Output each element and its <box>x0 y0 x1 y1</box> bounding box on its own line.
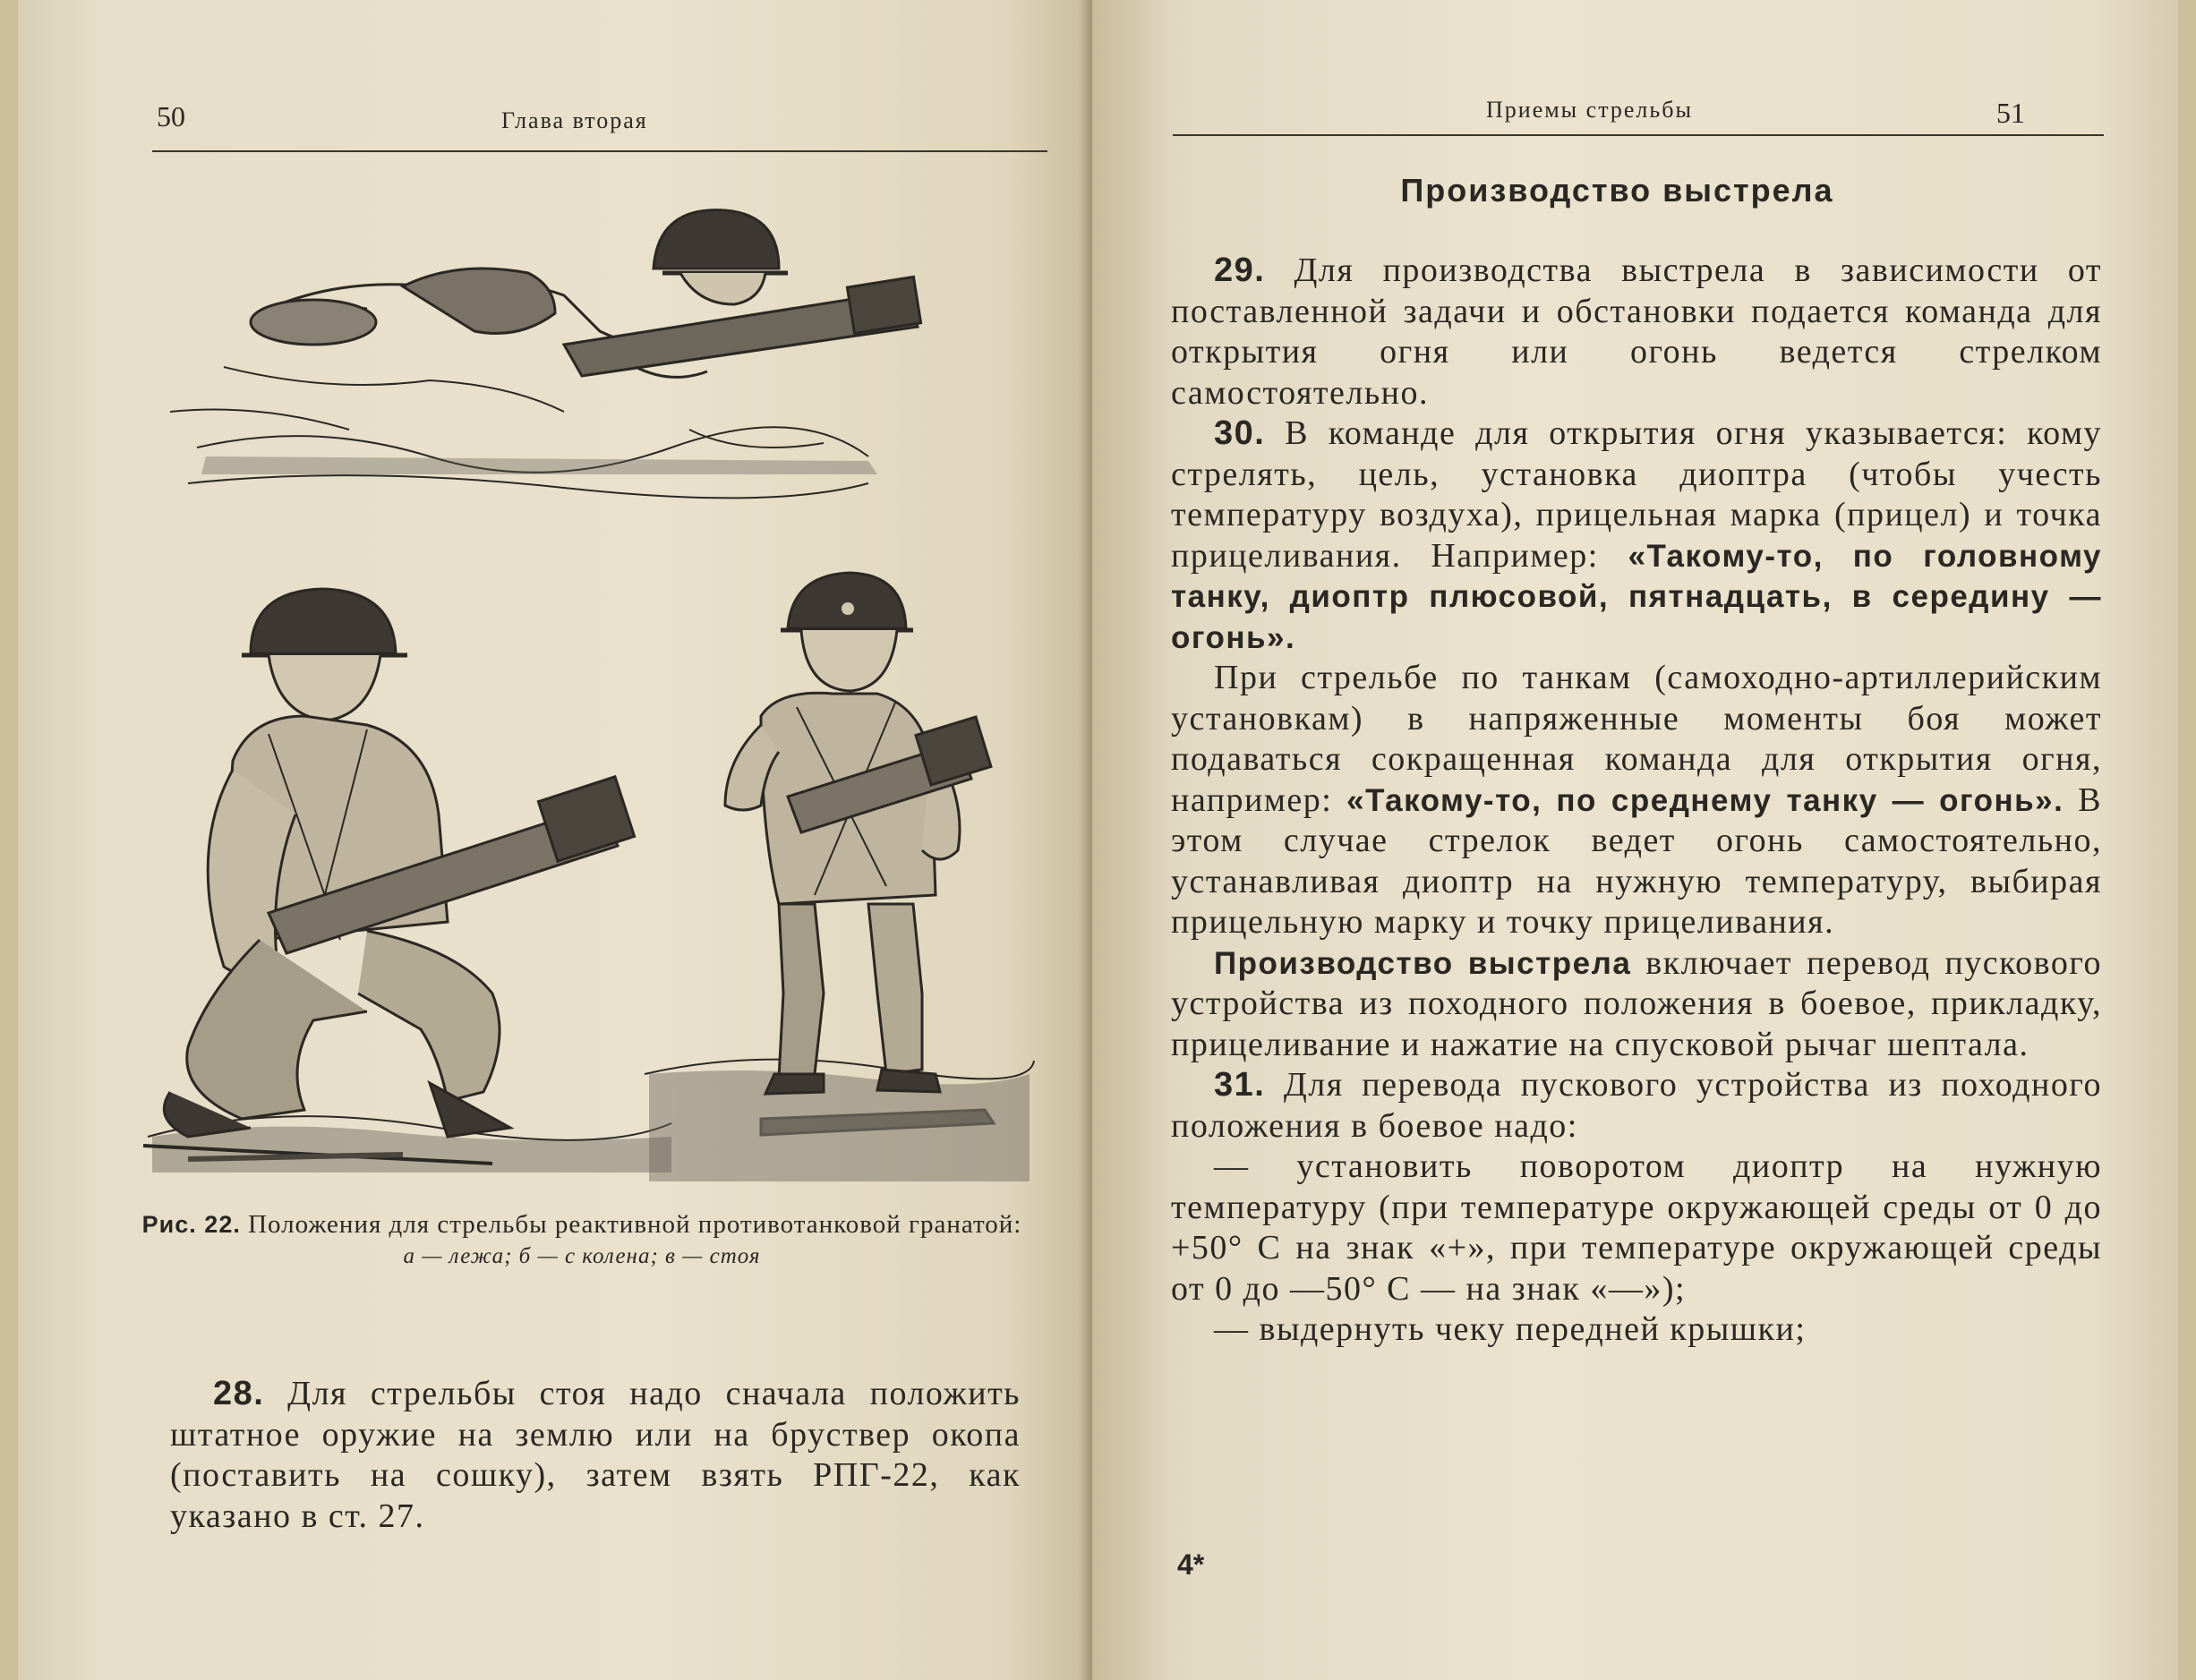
running-head-left: Глава вторая <box>501 107 648 133</box>
signature-mark: 4* <box>1177 1548 1205 1581</box>
paragraph-text: В команде для открытия огня указывается: кому стрелять, цель, установка диоптра (чтобы учесть температуру воздуха), прицельная марка (прицел) и точка прицеливания. Например: <box>1171 414 2103 575</box>
paragraph-production <box>1171 943 2102 1066</box>
term-production: Производство выстрела <box>1214 945 1632 981</box>
paragraph-number: 28. <box>213 1375 265 1412</box>
paragraph-text: Для стрельбы стоя надо сначала положить штатное оружие на землю или на бруствер окопа (поставить на сошку), затем взять РПГ-22, как указано в ст. 27. <box>170 1375 1021 1535</box>
figure-caption <box>134 1208 1030 1273</box>
page-number-right: 51 <box>1996 97 2025 129</box>
caption-text: Положения для стрельбы реактивной противотанковой гранатой: <box>248 1210 1022 1239</box>
command-example-short: «Такому-то, по среднему танку — огонь». <box>1346 782 2064 818</box>
caption-legend: а — лежа; б — с колена; в — стоя <box>403 1244 761 1268</box>
paragraph-text: При стрельбе по танкам (самоходно-артиллерийским установкам) в напряженные моменты боя может подаваться сокращенная команда для открытия огня, например: <box>1171 659 2102 819</box>
list-item-1: — установить поворотом диоптр на нужную температуру (при температуре окружающей среды от 0 до +50° С на знак «+», при температуре окружающей среды от 0 до —50° С — на знак «—»); <box>1171 1147 2102 1308</box>
paragraph-29 <box>1171 251 2102 414</box>
right-body <box>1171 251 2102 1351</box>
paragraph-number: 31. <box>1214 1066 1266 1104</box>
paragraph-text: Для производства выстрела в зависимости от поставленной задачи и обстановки подается команда для открытия огня или огонь ведется стрелком самостоятельно. <box>1171 252 2102 412</box>
left-page <box>18 0 1092 1680</box>
soldier-prone-illustration <box>170 210 921 499</box>
soldier-standing-illustration <box>645 573 1034 1181</box>
page-number-left: 50 <box>157 100 185 132</box>
list-item-2: — выдернуть чеку передней крышки; <box>1214 1310 1807 1348</box>
paragraph-text-continued: В этом случае стрелок ведет огонь самостоятельно, устанавливая диоптр на нужную температуру, выбирая прицельную марку и точку прицеливания. <box>1171 780 2103 941</box>
header-rule-left <box>152 150 1047 152</box>
caption-label: Рис. 22. <box>141 1211 241 1238</box>
paragraph-number: 30. <box>1214 414 1266 452</box>
command-example: «Такому-то, по головному танку, диоптр плюсовой, пятнадцать, в середину — огонь». <box>1171 538 2102 655</box>
running-head-right: Приемы стрельбы <box>1486 97 1693 123</box>
paragraph-31 <box>1171 1065 2102 1147</box>
paragraph-text: включает перевод пускового устройства из походного положения в боевое, прикладку, прицеливание и нажатие на спусковой рычаг шептала. <box>1171 943 2102 1063</box>
figure-22-illustration <box>134 188 1038 1190</box>
header-rule-right <box>1173 134 2104 136</box>
paragraph-28 <box>170 1374 1021 1537</box>
paragraph-text: Для перевода пускового устройства из походного положения в боевое надо: <box>1171 1066 2102 1145</box>
paragraph-number: 29. <box>1214 252 1266 289</box>
soldier-kneeling-illustration <box>143 589 671 1173</box>
right-page <box>1092 0 2178 1680</box>
section-title: Производство выстрела <box>1400 172 1834 209</box>
paragraph-30 <box>1171 414 2102 658</box>
paragraph-tanks <box>1171 658 2102 943</box>
